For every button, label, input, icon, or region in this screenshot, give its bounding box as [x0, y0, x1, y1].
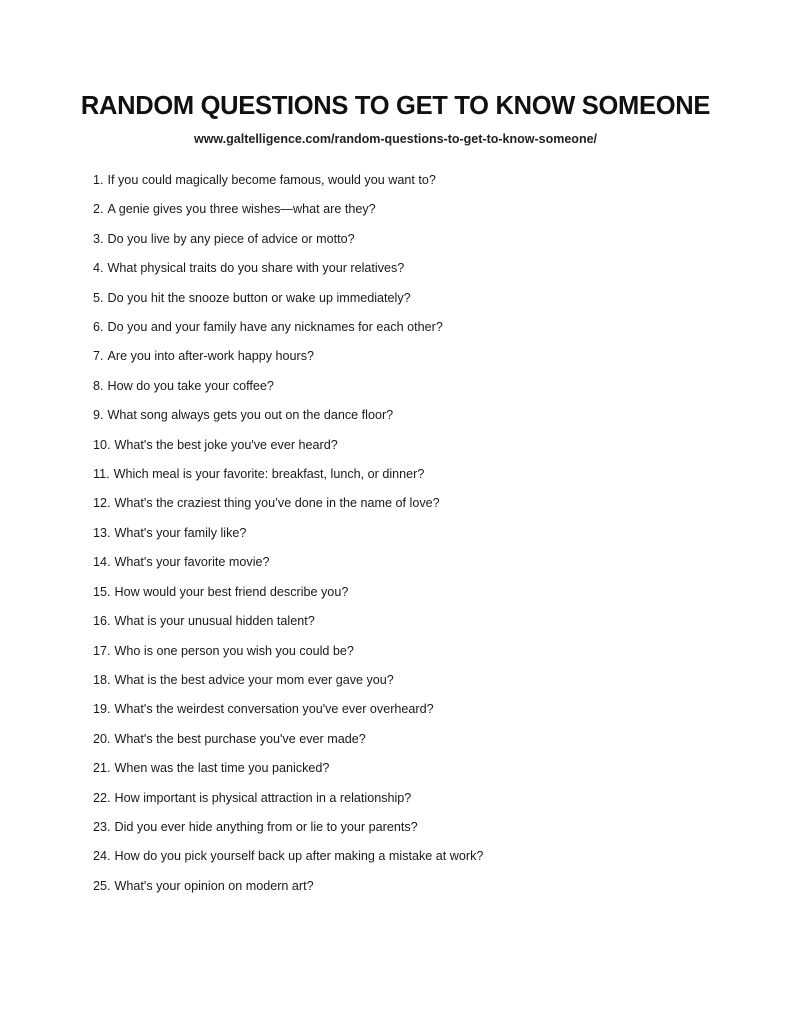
- question-text: What's your favorite movie?: [114, 555, 270, 570]
- question-text: What's the craziest thing you’ve done in the name of love?: [114, 496, 440, 511]
- question-item: [93, 259, 483, 288]
- question-text: A genie gives you three wishes—what are they?: [107, 202, 376, 217]
- question-item: [93, 759, 483, 788]
- question-text: If you could magically become famous, would you want to?: [107, 173, 436, 187]
- question-number: 22.: [93, 790, 111, 805]
- question-number: 10.: [93, 437, 111, 452]
- question-number: 3.: [93, 231, 104, 246]
- question-item: [93, 171, 483, 200]
- question-text: What physical traits do you share with your relatives?: [107, 261, 405, 276]
- question-text: When was the last time you panicked?: [114, 761, 330, 776]
- question-item: [93, 818, 483, 847]
- question-item: [93, 671, 483, 700]
- question-text: Do you and your family have any nicknames for each other?: [107, 320, 443, 335]
- question-item: [93, 877, 483, 906]
- question-text: What song always gets you out on the dance floor?: [107, 408, 394, 423]
- question-number: 23.: [93, 819, 111, 834]
- question-number: 12.: [93, 496, 111, 511]
- question-number: 2.: [93, 202, 104, 217]
- question-item: [93, 583, 483, 612]
- question-text: What's the weirdest conversation you've ever overheard?: [114, 702, 434, 717]
- page-title: RANDOM QUESTIONS TO GET TO KNOW SOMEONE: [80, 92, 711, 120]
- question-number: 24.: [93, 849, 111, 864]
- question-item: [93, 730, 483, 759]
- question-item: [93, 612, 483, 641]
- question-item: [93, 553, 483, 582]
- question-item: [93, 200, 483, 229]
- question-text: What's your opinion on modern art?: [114, 878, 314, 893]
- question-text: Do you live by any piece of advice or motto?: [107, 231, 355, 246]
- question-text: Do you hit the snooze button or wake up immediately?: [107, 290, 411, 305]
- question-number: 20.: [93, 731, 111, 746]
- question-text: How would your best friend describe you?: [114, 584, 349, 599]
- question-text: How do you take your coffee?: [107, 378, 274, 393]
- question-text: What's your family like?: [114, 525, 247, 540]
- question-number: 6.: [93, 320, 104, 335]
- question-number: 19.: [93, 702, 111, 717]
- question-text: Did you ever hide anything from or lie to your parents?: [114, 819, 418, 834]
- question-item: [93, 289, 483, 318]
- question-number: 25.: [93, 878, 111, 893]
- question-list: [93, 171, 483, 906]
- question-number: 11.: [93, 467, 110, 482]
- question-item: [93, 465, 483, 494]
- question-number: 21.: [93, 761, 111, 776]
- question-item: [93, 789, 483, 818]
- question-text: How do you pick yourself back up after making a mistake at work?: [114, 849, 484, 864]
- question-item: [93, 318, 483, 347]
- question-number: 15.: [93, 584, 111, 599]
- source-url: www.galtelligence.com/random-questions-to-get-to-know-someone/: [193, 132, 598, 146]
- question-text: What is the best advice your mom ever gave you?: [114, 672, 394, 687]
- question-item: [93, 642, 483, 671]
- question-number: 7.: [93, 349, 104, 364]
- question-item: [93, 436, 483, 465]
- question-text: Are you into after-work happy hours?: [107, 349, 315, 364]
- question-number: 1.: [93, 173, 104, 187]
- question-number: 5.: [93, 290, 104, 305]
- question-item: [93, 230, 483, 259]
- question-number: 16.: [93, 614, 111, 629]
- question-number: 13.: [93, 525, 111, 540]
- question-text: What's the best purchase you've ever made?: [114, 731, 366, 746]
- question-text: Which meal is your favorite: breakfast, lunch, or dinner?: [113, 467, 425, 482]
- question-item: [93, 847, 483, 876]
- question-number: 4.: [93, 261, 104, 276]
- question-number: 18.: [93, 672, 111, 687]
- question-text: What's the best joke you've ever heard?: [114, 437, 338, 452]
- question-item: [93, 347, 483, 376]
- question-text: What is your unusual hidden talent?: [114, 614, 315, 629]
- question-number: 17.: [93, 643, 111, 658]
- question-item: [93, 524, 483, 553]
- question-number: 8.: [93, 378, 104, 393]
- question-number: 14.: [93, 555, 111, 570]
- question-text: Who is one person you wish you could be?: [114, 643, 354, 658]
- question-text: How important is physical attraction in a relationship?: [114, 790, 412, 805]
- question-number: 9.: [93, 408, 104, 423]
- question-item: [93, 377, 483, 406]
- question-item: [93, 406, 483, 435]
- question-item: [93, 494, 483, 523]
- question-item: [93, 700, 483, 729]
